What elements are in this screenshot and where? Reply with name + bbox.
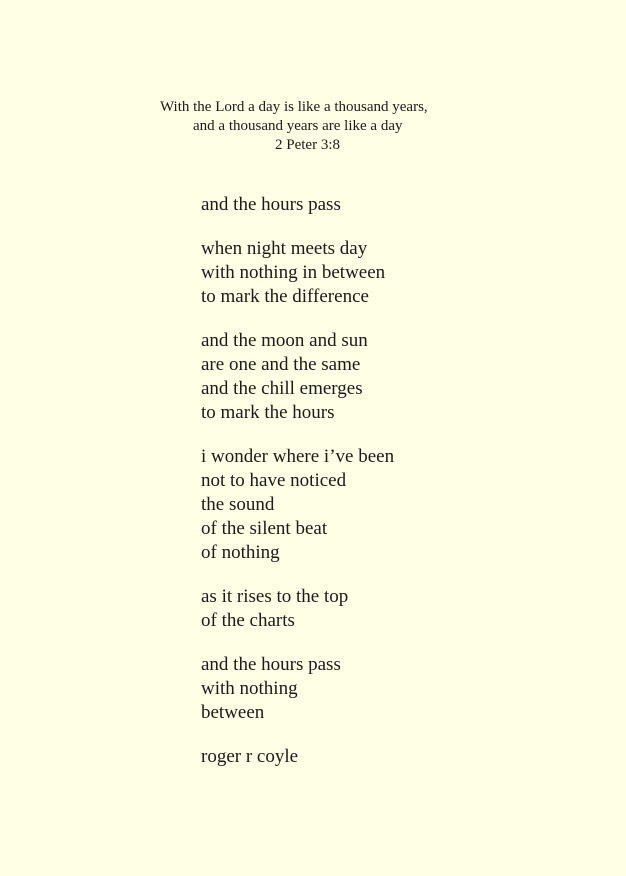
- poem-line: of the charts: [201, 610, 295, 631]
- poem-line: when night meets day: [201, 238, 368, 259]
- epigraph-citation: 2 Peter 3:8: [275, 137, 340, 153]
- poem-line: and the hours pass: [201, 194, 341, 215]
- poem-line: between: [201, 702, 265, 723]
- stanza-2: [201, 237, 394, 309]
- poem-line: as it rises to the top: [201, 586, 349, 607]
- poem-line: and the chill emerges: [201, 378, 363, 399]
- poem-line: and the moon and sun: [201, 330, 368, 351]
- author-name: [201, 745, 394, 769]
- stanza-6: [201, 653, 394, 725]
- epigraph-line-1: With the Lord a day is like a thousand years,: [160, 99, 428, 115]
- stanza-5: [201, 585, 394, 633]
- stanza-3: [201, 329, 394, 425]
- poem-line: are one and the same: [201, 354, 361, 375]
- poem-line: of nothing: [201, 542, 280, 563]
- poem-line: with nothing in between: [201, 262, 386, 283]
- stanza-1: [201, 193, 394, 217]
- author-line: roger r coyle: [201, 746, 299, 767]
- poem-line: to mark the difference: [201, 286, 369, 307]
- poem-body: [201, 193, 394, 769]
- poem-line: of the silent beat: [201, 518, 328, 539]
- poem-line: with nothing: [201, 678, 298, 699]
- epigraph-line-2: and a thousand years are like a day: [193, 118, 403, 134]
- poem-line: i wonder where i’ve been: [201, 446, 395, 467]
- poem-line: to mark the hours: [201, 402, 335, 423]
- stanza-4: [201, 445, 394, 565]
- poem-line: and the hours pass: [201, 654, 341, 675]
- poem-line: not to have noticed: [201, 470, 347, 491]
- poem-line: the sound: [201, 494, 275, 515]
